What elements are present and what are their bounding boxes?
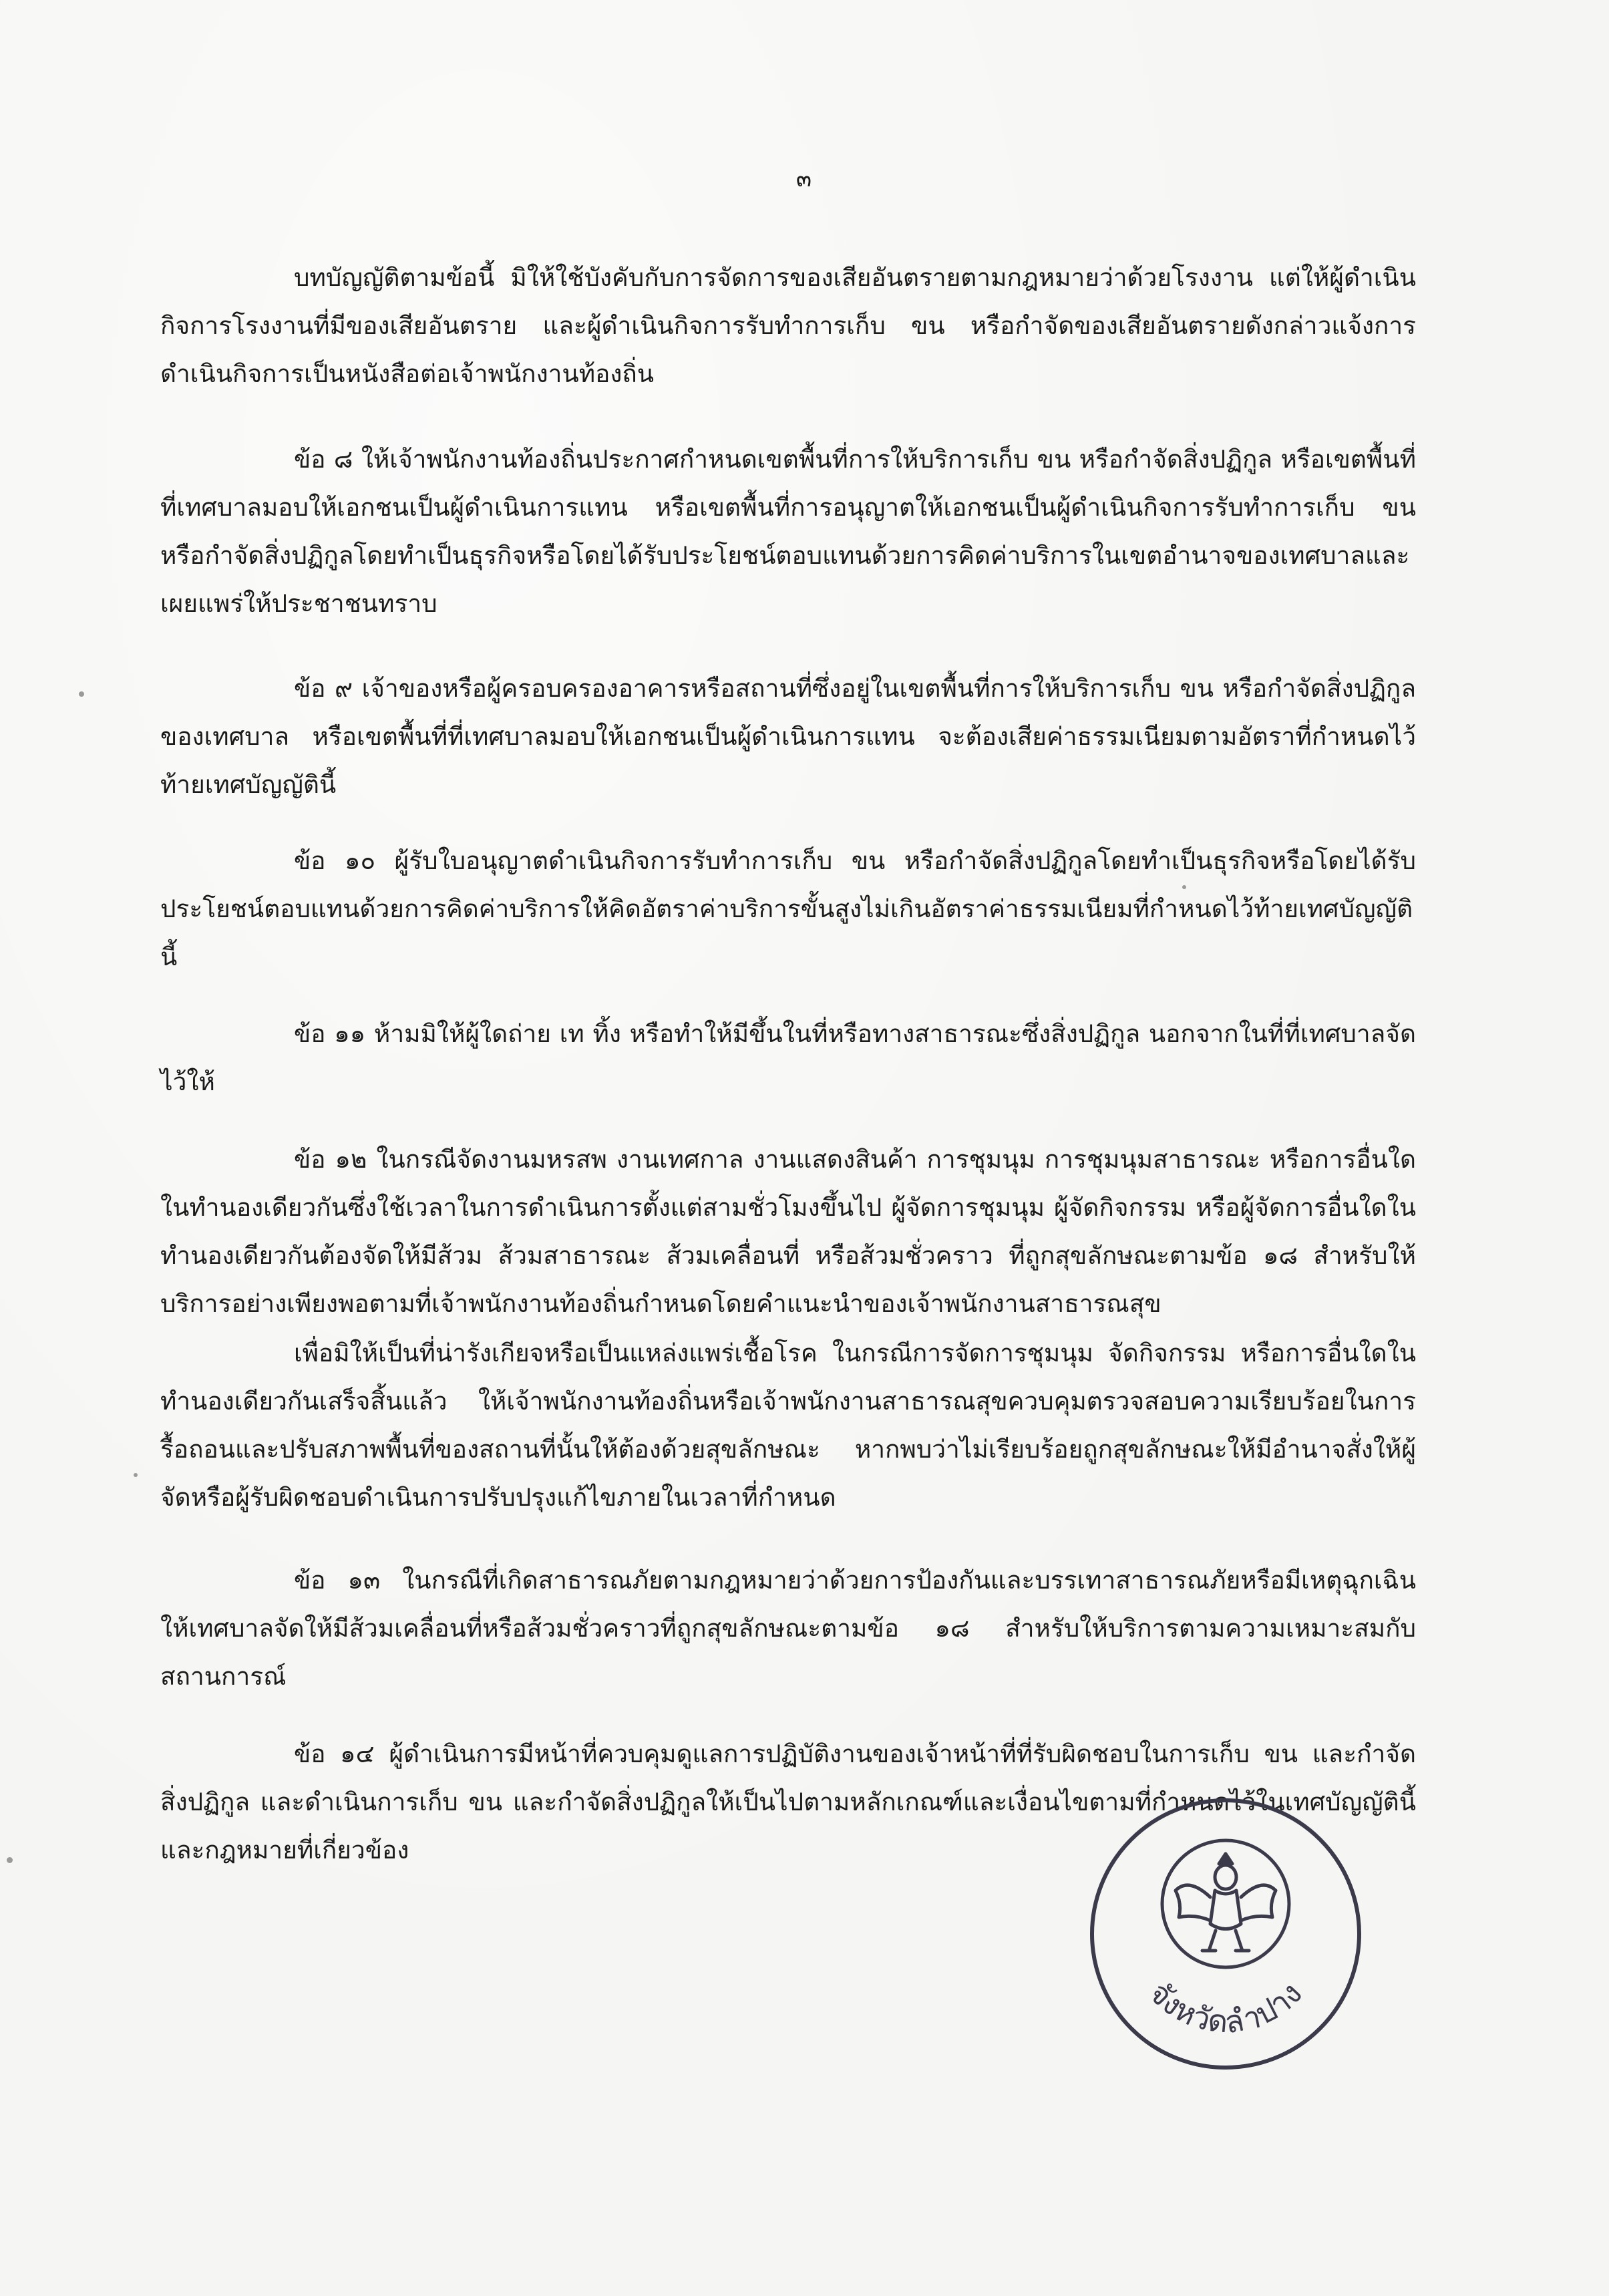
paragraph-clause-9: ข้อ ๙ เจ้าของหรือผู้ครอบครองอาคารหรือสถานที่ซึ่งอยู่ในเขตพื้นที่การให้บริการเก็บ ขน หรือกำจัดสิ่งปฏิกูลของเทศบาล หรือเขตพื้นที่ที่เทศบาลมอบให้เอกชนเป็นผู้ดำเนินการแทน จะต้องเสียค่าธรรมเนียมตามอัตราที่กำหนดไว้ท้ายเทศบัญญัตินี้ — [160, 674, 1416, 799]
paragraph-clause-8: ข้อ ๘ ให้เจ้าพนักงานท้องถิ่นประกาศกำหนดเขตพื้นที่การให้บริการเก็บ ขน หรือกำจัดสิ่งปฏิกูล หรือเขตพื้นที่ที่เทศบาลมอบให้เอกชนเป็นผู้ดำเนินการแทน หรือเขตพื้นที่การอนุญาตให้เอกชนเป็นผู้ดำเนินกิจการรับทำการเก็บ ขน หรือกำจัดสิ่งปฏิกูลโดยทำเป็นธุรกิจหรือโดยได้รับประโยชน์ตอบแทนด้วยการคิดค่าบริการในเขตอำนาจของเทศบาลและเผยแพร่ให้ประชาชนทราบ — [160, 445, 1416, 618]
garuda-seal-icon — [1082, 1790, 1369, 2078]
paragraph-clause-12: ข้อ ๑๒ ในกรณีจัดงานมหรสพ งานเทศกาล งานแสดงสินค้า การชุมนุม การชุมนุมสาธารณะ หรือการอื่นใดในทำนองเดียวกันซึ่งใช้เวลาในการดำเนินการตั้งแต่สามชั่วโมงขึ้นไป ผู้จัดการชุมนุม ผู้จัดกิจกรรม หรือผู้จัดการอื่นใดในทำนองเดียวกันต้องจัดให้มีส้วม ส้วมสาธารณะ ส้วมเคลื่อนที่ หรือส้วมชั่วคราว ที่ถูกสุขลักษณะตามข้อ ๑๘ สำหรับให้บริการอย่างเพียงพอตามที่เจ้าพนักงานท้องถิ่นกำหนดโดยคำแนะนำของเจ้าพนักงานสาธารณสุข — [160, 1145, 1416, 1318]
scan-speck — [1182, 885, 1186, 889]
paragraph-clause-11: ข้อ ๑๑ ห้ามมิให้ผู้ใดถ่าย เท ทิ้ง หรือทำให้มีขึ้นในที่หรือทางสาธารณะซึ่งสิ่งปฏิกูล นอกจากในที่ที่เทศบาลจัดไว้ให้ — [160, 1019, 1416, 1096]
paragraph-clause-13: ข้อ ๑๓ ในกรณีที่เกิดสาธารณภัยตามกฎหมายว่าด้วยการป้องกันและบรรเทาสาธารณภัยหรือมีเหตุฉุกเฉินให้เทศบาลจัดให้มีส้วมเคลื่อนที่หรือส้วมชั่วคราวที่ถูกสุขลักษณะตามข้อ ๑๘ สำหรับให้บริการตามความเหมาะสมกับสถานการณ์ — [160, 1566, 1416, 1691]
paragraph-intro: บทบัญญัติตามข้อนี้ มิให้ใช้บังคับกับการจัดการของเสียอันตรายตามกฎหมายว่าด้วยโรงงาน แต่ให้ผู้ดำเนินกิจการโรงงานที่มีของเสียอันตราย และผู้ดำเนินกิจการรับทำการเก็บ ขน หรือกำจัดของเสียอันตรายดังกล่าวแจ้งการดำเนินกิจการเป็นหนังสือต่อเจ้าพนักงานท้องถิ่น — [160, 263, 1416, 388]
paragraph-clause-14: ข้อ ๑๔ ผู้ดำเนินการมีหน้าที่ควบคุมดูแลการปฏิบัติงานของเจ้าหน้าที่ที่รับผิดชอบในการเก็บ ขน และกำจัดสิ่งปฏิกูล และดำเนินการเก็บ ขน และกำจัดสิ่งปฏิกูลให้เป็นไปตามหลักเกณฑ์และเงื่อนไขตามที่กำหนดไว้ในเทศบัญญัตินี้ และกฎหมายที่เกี่ยวข้อง — [160, 1740, 1416, 1864]
scan-speck — [79, 691, 84, 697]
paragraph-clause-10: ข้อ ๑๐ ผู้รับใบอนุญาตดำเนินกิจการรับทำการเก็บ ขน หรือกำจัดสิ่งปฏิกูลโดยทำเป็นธุรกิจหรือโดยได้รับประโยชน์ตอบแทนด้วยการคิดค่าบริการให้คิดอัตราค่าบริการขั้นสูงไม่เกินอัตราค่าธรรมเนียมที่กำหนดไว้ท้ายเทศบัญญัตินี้ — [160, 846, 1416, 971]
scan-speck — [134, 1473, 138, 1477]
scan-speck — [7, 1857, 13, 1863]
page-number: ๓ — [795, 166, 814, 192]
paragraph-clause-12-continued: เพื่อมิให้เป็นที่น่ารังเกียจหรือเป็นแหล่งแพร่เชื้อโรค ในกรณีการจัดการชุมนุม จัดกิจกรรม หรือการอื่นใดในทำนองเดียวกันเสร็จสิ้นแล้ว ให้เจ้าพนักงานท้องถิ่นหรือเจ้าพนักงานสาธารณสุขควบคุมตรวจสอบความเรียบร้อยในการรื้อถอนและปรับสภาพพื้นที่ของสถานที่นั้นให้ต้องด้วยสุขลักษณะ หากพบว่าไม่เรียบร้อยถูกสุขลักษณะให้มีอำนาจสั่งให้ผู้จัดหรือผู้รับผิดชอบดำเนินการปรับปรุงแก้ไขภายในเวลาที่กำหนด — [160, 1339, 1416, 1512]
seal-text: จังหวัดลำปาง — [1142, 1975, 1309, 2041]
official-seal — [1082, 1790, 1369, 2078]
